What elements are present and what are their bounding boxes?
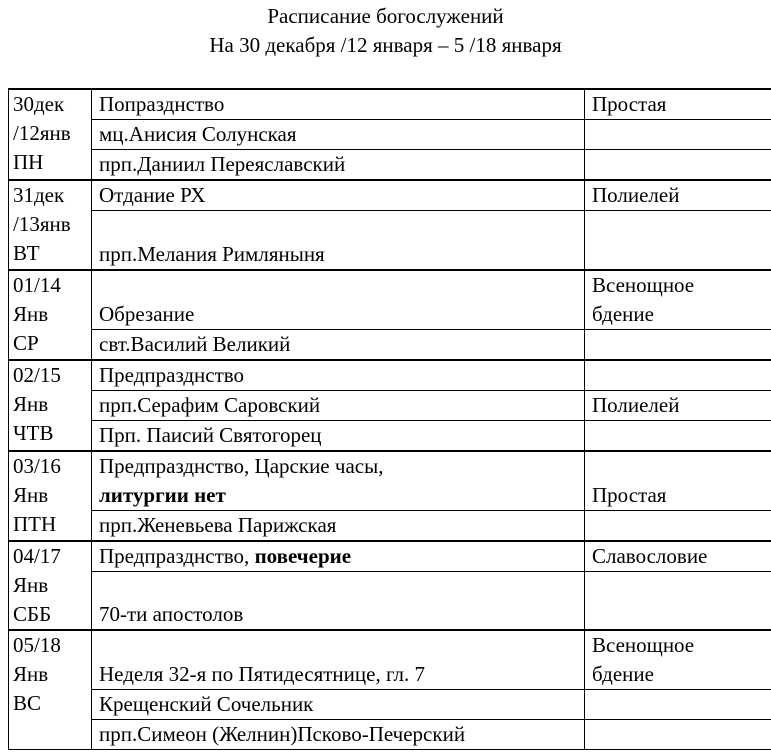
date-line: СББ — [13, 601, 52, 626]
table-row — [9, 630, 771, 690]
service-rank-cell — [585, 120, 771, 150]
service-rank-cell — [585, 211, 771, 270]
service-rank-cell — [585, 420, 771, 451]
day-date-cell — [9, 541, 92, 631]
event-cell — [92, 120, 585, 150]
date-line: СР — [13, 330, 39, 355]
service-rank-cell: Простая — [585, 451, 771, 511]
date-line: 01/14 — [13, 272, 61, 297]
table-row — [9, 571, 771, 630]
event-cell — [92, 150, 585, 181]
schedule-date-range: На 30 декабря /12 января – 5 /18 января — [209, 33, 562, 57]
service-rank-cell — [585, 690, 771, 720]
event-cell — [92, 420, 585, 451]
event-text: Прп. Паисий Святогорец — [99, 422, 322, 447]
date-line: 02/15 — [13, 362, 61, 387]
table-row — [9, 211, 771, 270]
table-row — [9, 451, 771, 511]
service-rank-cell: Полиелей — [585, 180, 771, 211]
event-text: Отдание РХ — [99, 183, 206, 207]
day-date-cell — [9, 630, 92, 750]
event-cell — [92, 690, 585, 720]
table-row — [9, 510, 771, 541]
service-rank-cell: Славословие — [585, 541, 771, 572]
service-rank-cell — [585, 329, 771, 360]
event-cell — [92, 630, 585, 690]
event-text: прп.Женевьева Парижская — [99, 512, 337, 537]
date-line: 05/18 — [13, 633, 61, 657]
event-cell — [92, 510, 585, 541]
event-text: Обрезание — [99, 301, 195, 326]
event-text: свт.Василий Великий — [99, 331, 291, 356]
event-text: прп.Мелания Римляныня — [99, 241, 325, 266]
date-line: /12янв — [13, 121, 71, 145]
event-cell — [92, 541, 585, 572]
event-text: 70-ти апостолов — [99, 602, 244, 626]
date-line: ПТН — [13, 511, 57, 536]
service-rank-cell — [585, 360, 771, 391]
event-cell — [92, 720, 585, 750]
table-row — [9, 420, 771, 451]
event-text: прп.Симеон (Желнин)Псково-Печерский — [99, 722, 466, 746]
schedule-body — [9, 89, 771, 750]
event-cell — [92, 571, 585, 630]
date-line: ПН — [13, 150, 44, 174]
table-row — [9, 180, 771, 211]
event-text: Неделя 32-я по Пятидесятнице, гл. 7 — [99, 662, 425, 686]
event-text: прп.Серафим Саровский — [99, 392, 321, 417]
date-line: Янв — [13, 301, 49, 326]
date-line: Янв — [13, 572, 49, 597]
event-text: Попразднство — [99, 92, 225, 116]
event-cell — [92, 270, 585, 330]
service-rank-cell — [585, 571, 771, 630]
event-bold-text: литургии нет — [99, 482, 226, 507]
day-date-cell — [9, 451, 92, 541]
event-cell — [92, 211, 585, 270]
event-cell — [92, 390, 585, 420]
day-date-cell — [9, 180, 92, 270]
date-line: 30дек — [13, 92, 65, 116]
date-line: ВТ — [13, 241, 40, 265]
table-row — [9, 541, 771, 572]
table-row — [9, 270, 771, 330]
schedule-title: Расписание богослужений — [267, 4, 504, 28]
table-row — [9, 89, 771, 120]
event-text: прп.Даниил Переяславский — [99, 152, 346, 176]
event-text: Предпразднство, — [99, 543, 255, 568]
event-cell — [92, 180, 585, 211]
date-line: Янв — [13, 391, 49, 416]
table-row — [9, 690, 771, 720]
table-row — [9, 329, 771, 360]
date-line: ВС — [13, 691, 42, 715]
event-text: Предпразднство, Царские часы, — [99, 453, 384, 478]
event-cell — [92, 89, 585, 120]
service-rank-cell — [585, 150, 771, 181]
date-line: Янв — [13, 482, 49, 507]
table-row — [9, 360, 771, 391]
event-bold-text: повечерие — [254, 543, 352, 568]
event-text: Предпразднство — [99, 362, 245, 387]
table-row — [9, 720, 771, 750]
day-date-cell — [9, 89, 92, 180]
service-rank-cell: Всенощное бдение — [585, 630, 771, 690]
event-text: мц.Анисия Солунская — [99, 122, 297, 146]
date-line: Янв — [13, 662, 49, 686]
event-cell — [92, 360, 585, 391]
day-date-cell — [9, 360, 92, 451]
date-line: 03/16 — [13, 453, 61, 478]
service-rank-cell — [585, 720, 771, 750]
table-row — [9, 120, 771, 150]
service-rank-cell: Простая — [585, 89, 771, 120]
event-cell — [92, 451, 585, 511]
event-text: Крещенский Сочельник — [99, 692, 314, 716]
date-line: ЧТВ — [13, 420, 54, 445]
date-line: 04/17 — [13, 543, 61, 568]
date-line: 31дек — [13, 183, 65, 207]
service-rank-cell: Всенощное бдение — [585, 270, 771, 330]
service-rank-cell — [585, 510, 771, 541]
table-row — [9, 150, 771, 181]
day-date-cell — [9, 270, 92, 360]
event-cell — [92, 329, 585, 360]
table-row — [9, 390, 771, 420]
schedule-table — [8, 88, 771, 750]
date-line: /13янв — [13, 212, 71, 236]
service-rank-cell: Полиелей — [585, 390, 771, 420]
